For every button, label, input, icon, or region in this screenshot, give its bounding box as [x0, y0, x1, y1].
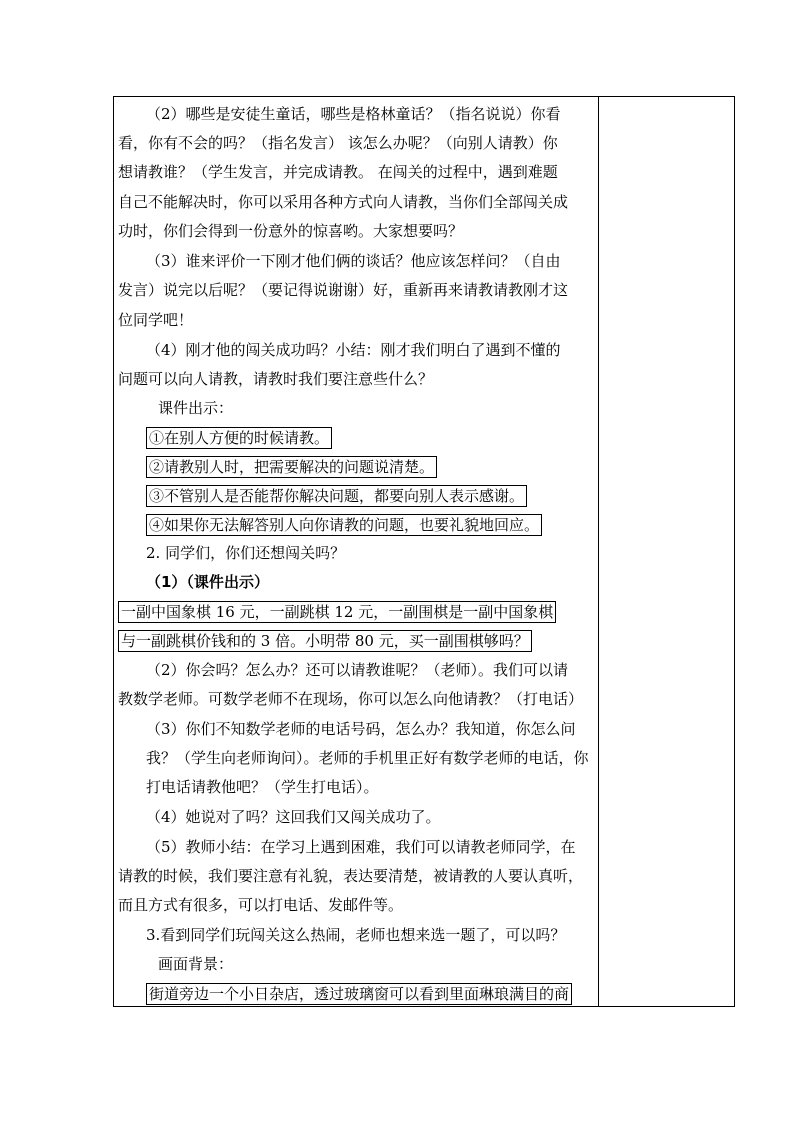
para2-line-1: （3）谁来评价一下刚才他们俩的谈话？他应该怎样问？（自由: [146, 252, 561, 270]
problem-line-2: 与一副跳棋价钱和的 3 倍。小明带 80 元，买一副围棋够吗？: [118, 630, 532, 652]
para6-line-1: （4）她说对了吗？这回我们又闯关成功了。: [146, 808, 441, 826]
para5-line-2: 我？（学生向老师询问）。老师的手机里正好有数学老师的电话，你: [146, 749, 589, 767]
para1-line-4: 自己不能解决时，你可以采用各种方式向人请教，当你们全部闯关成: [118, 193, 569, 211]
para4-line-1: （2）你会吗？怎么办？还可以请教谁呢？（老师）。我们可以请: [146, 661, 569, 679]
rule-1: ①在别人方便的时候请教。: [146, 427, 332, 449]
courseware-label: 课件出示：: [158, 399, 234, 417]
rule-2: ②请教别人时，把需要解决的问题说清楚。: [146, 456, 437, 478]
rule-4: ④如果你无法解答别人向你请教的问题，也要礼貌地回应。: [146, 514, 542, 536]
para3-line-1: （4）刚才他的闯关成功吗？小结：刚才我们明白了遇到不懂的: [146, 341, 561, 359]
section-2-title: 2. 同学们，你们还想闯关吗？: [146, 544, 346, 562]
para1-line-3: 想请教谁？（学生发言，并完成请教。 在闯关的过程中，遇到难题: [118, 163, 558, 181]
scene-label: 画面背景：: [158, 955, 234, 973]
para7-line-2: 请教的时候，我们要注意有礼貌，表达要清楚，被请教的人要认真听，: [118, 867, 584, 885]
para7-line-3: 而且方式有很多，可以打电话、发邮件等。: [118, 896, 404, 914]
para1-line-1: （2）哪些是安徒生童话，哪些是格林童话？（指名说说）你看: [146, 105, 561, 123]
scene-text: 街道旁边一个小日杂店，透过玻璃窗可以看到里面琳琅满目的商: [146, 983, 572, 1005]
para2-line-3: 位同学吧！: [118, 311, 194, 329]
para4-line-2: 教数学老师。可数学老师不在现场，你可以怎么向他请教？（打电话）: [118, 690, 584, 708]
section-2-subtitle: （1）（课件出示）: [146, 573, 269, 591]
para1-line-2: 看，你有不会的吗？（指名发言） 该怎么办呢？（向别人请教）你: [118, 134, 558, 152]
section-3-title: 3.看到同学们玩闯关这么热闹，老师也想来选一题了，可以吗？: [146, 926, 566, 944]
para1-line-5: 功时，你们会得到一份意外的惊喜哟。大家想要吗？: [118, 222, 464, 240]
para5-line-1: （3）你们不知数学老师的电话号码，怎么办？我知道，你怎么问: [146, 720, 576, 738]
rule-3: ③不管别人是否能帮你解决问题，都要向别人表示感谢。: [146, 485, 527, 507]
table-column-divider: [598, 96, 599, 1007]
problem-line-1: 一副中国象棋 16 元，一副跳棋 12 元，一副围棋是一副中国象棋: [118, 601, 556, 623]
para5-line-3: 打电话请教他吧？（学生打电话）。: [146, 778, 379, 796]
para2-line-2: 发言）说完以后呢？（要记得说谢谢）好，重新再来请教请教刚才这: [118, 281, 569, 299]
para3-line-2: 问题可以向人请教，请教时我们要注意些什么？: [118, 370, 434, 388]
para7-line-1: （5）教师小结：在学习上遇到困难，我们可以请教老师同学，在: [146, 838, 576, 856]
